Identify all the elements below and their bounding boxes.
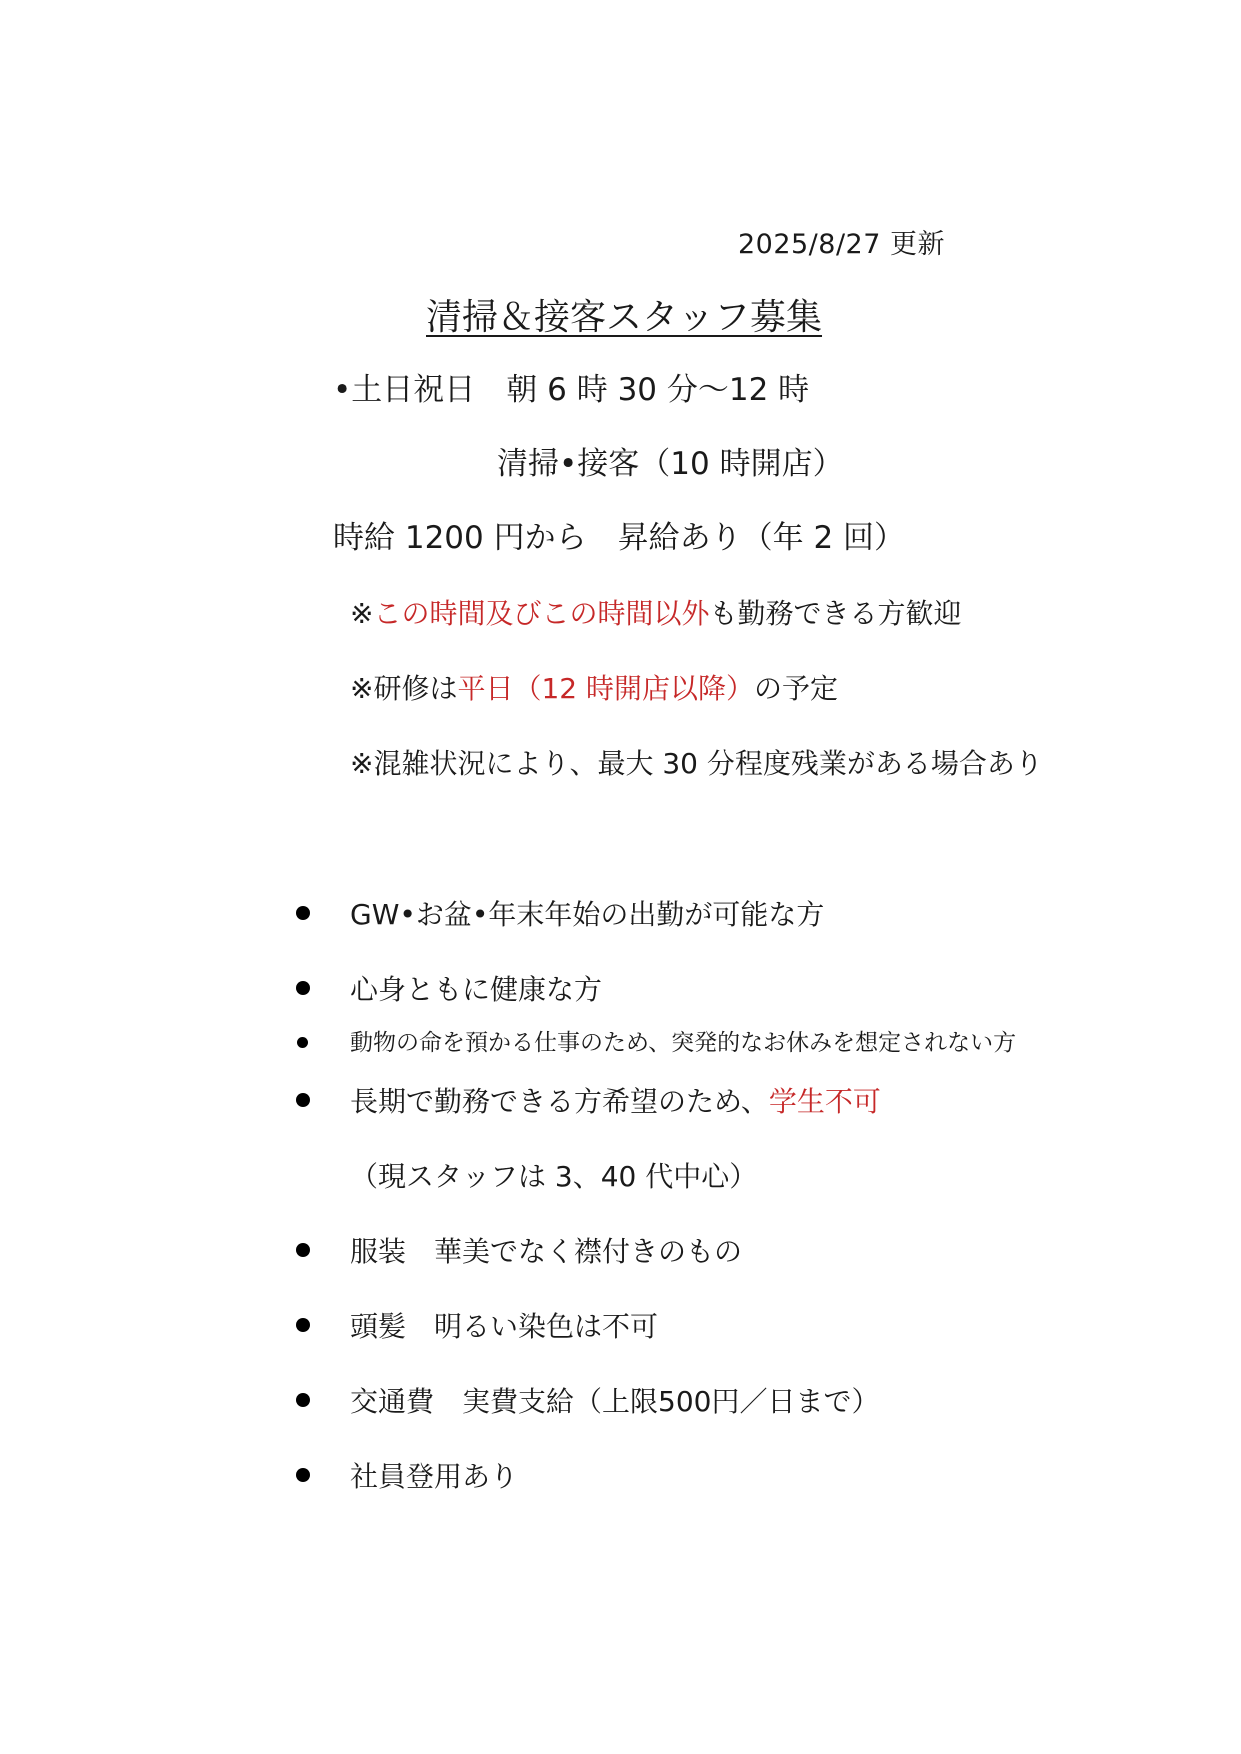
schedule-days: •土日祝日 朝 6 時 30 分～12 時 — [333, 372, 810, 408]
requirement-health: 心身ともに健康な方 — [350, 973, 603, 1006]
requirement-hair: 頭髪 明るい染色は不可 — [350, 1310, 659, 1343]
requirement-long-term-text: 長期で勤務できる方希望のため、 — [350, 1085, 769, 1118]
requirement-long-term — [350, 1085, 881, 1118]
page-title: 清掃＆接客スタッフ募集 — [426, 297, 823, 338]
bullet-icon — [296, 981, 310, 995]
wage-line: 時給 1200 円から 昇給あり（年 2 回） — [333, 520, 906, 556]
bullet-icon — [297, 1037, 308, 1048]
note-training-suffix: の予定 — [754, 672, 839, 705]
note-training-prefix: ※研修は — [350, 672, 458, 705]
requirement-no-absence: 動物の命を預かる仕事のため、突発的なお休みを想定されない方 — [350, 1030, 1017, 1056]
requirement-dress: 服装 華美でなく襟付きのもの — [350, 1235, 743, 1268]
bullet-icon — [296, 1318, 310, 1332]
requirement-employee: 社員登用あり — [350, 1460, 519, 1493]
schedule-duty: 清掃•接客（10 時開店） — [497, 446, 844, 482]
note-hours — [350, 597, 962, 630]
requirement-no-students: 学生不可 — [768, 1085, 881, 1118]
requirement-holidays: GW•お盆•年末年始の出勤が可能な方 — [350, 898, 825, 931]
bullet-icon — [296, 1393, 310, 1407]
note-overtime: ※混雑状況により、最大 30 分程度残業がある場合あり — [350, 747, 1043, 780]
bullet-icon — [296, 1093, 310, 1107]
note-training — [350, 672, 839, 705]
note-hours-highlight: この時間及びこの時間以外 — [373, 597, 710, 630]
requirement-staff-age: （現スタッフは 3、40 代中心） — [350, 1160, 758, 1193]
note-training-highlight: 平日（12 時開店以降） — [457, 672, 754, 705]
requirement-transport: 交通費 実費支給（上限500円／日まで） — [350, 1385, 880, 1418]
update-date: 2025/8/27 更新 — [737, 229, 945, 260]
bullet-icon — [296, 1468, 310, 1482]
bullet-icon — [296, 906, 310, 920]
bullet-icon — [296, 1243, 310, 1257]
note-hours-suffix: も勤務できる方歓迎 — [709, 597, 962, 630]
note-hours-prefix: ※ — [350, 597, 374, 630]
